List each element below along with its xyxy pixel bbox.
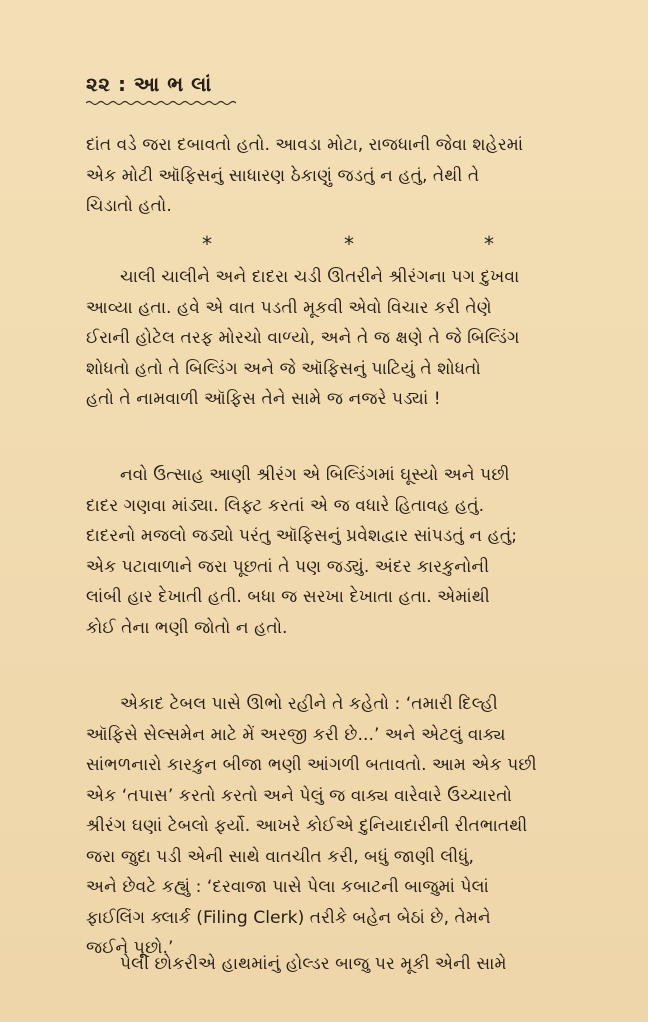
text-line: ઈરાની હોટેલ તરફ મોરચો વાળ્યો, અને તે જ ક્ષણે તે જે બિલ્ડિંગ [86,328,520,348]
text-line: ચિડાતો હતો. [86,196,172,216]
text-line: ફાઈલિંગ ક્લાર્ક (Filing Clerk) તરીકે બહેન બેઠાં છે, તેમને [86,907,491,928]
text-line: અને છેવટે કહ્યું : ‘દરવાજા પાસે પેલા કબાટની બાજુમાં પેલાં [86,877,489,897]
text-line: કોઈ તેના ભણી જોતો ન હતો. [86,617,288,638]
text-line: જઈને પૂછો.’ [86,938,174,958]
separator-star: * [202,232,212,256]
text-line: શોધતો હતો તે બિલ્ડિંગ અને જે ઑફિસનું પાટિયું તે શોધતો [86,358,481,379]
text-line: પેલી છોકરીએ હાથમાંનું હોલ્ડર બાજુ પર મૂકી એની સામે [120,954,507,974]
text-line: સાંભળનારો કારકુન બીજા ભણી આંગળી બતાવતો. આમ એક પછી [86,755,537,775]
paragraph-5 [86,949,596,980]
text-line: એક ‘તપાસ’ કરતો કરતો અને પેલું જ વાક્ય વારેવારે ઉચ્ચારતો [86,785,512,806]
text-line: ચાલી ચાલીને અને દાદરા ચડી ઊતરીને શ્રીરંગના પગ દુખવા [120,267,520,287]
text-line: દાદર ગણવા માંડ્યા. લિફ્ટ કરતાં એ જ વધારે હિતાવહ હતું. [86,495,485,516]
text-line: દાદરનો મજલો જડ્યો પરંતુ ઑફિસનું પ્રવેશદ્વાર સાંપડતું ન હતું; [86,526,518,546]
text-line: નવો ઉત્સાહ આણી શ્રીરંગ એ બિલ્ડિંગમાં ઘૂસ્યો અને પછી [120,465,510,485]
separator-star: * [344,232,354,256]
text-line: ઑફિસે સેલ્સમેન માટે મેં અરજી કરી છે...’ અને એટલું વાક્ય [86,724,506,745]
text-line: દાંત વડે જરા દબાવતો હતો. આવડા મોટા, રાજધાની જેવા શહેરમાં [86,135,524,155]
text-line: એકાદ ટેબલ પાસે ઊભો રહીને તે કહેતો : ‘તમારી દિલ્હી [120,694,498,714]
section-separator [86,232,596,256]
text-line: એક મોટી ઑફિસનું સાધારણ ઠેકાણું જડતું ન હતું, તેથી તે [86,165,480,186]
text-line: લાંબી હાર દેખાતી હતી. બધા જ સરખા દેખાતા હતા. એમાંથી [86,587,490,607]
text-line: આવ્યા હતા. હવે એ વાત પડતી મૂકવી એવો વિચાર કરી તેણે [86,297,492,318]
paragraph-1 [86,130,596,222]
text-line: શ્રીરંગ ઘણાં ટેબલો ફર્યો. આખરે કોઈએ દુનિયાદારીની રીતભાતથી [86,816,528,836]
text-line: હતો તે નામવાળી ઑફિસ તેને સામે જ નજરે પડ્યાં ! [86,389,441,409]
text-line: એક પટાવાળાને જરા પૂછતાં તે પણ જડ્યું. અંદર કારકુનોની [86,556,490,577]
running-header: ૨૨ : આ ભ લાં [86,72,212,96]
separator-star: * [484,232,494,256]
text-line: જરા જુદા પડી એની સાથે વાતચીત કરી, બધું જાણી લીધું, [86,846,475,867]
header-wavy-rule [86,100,236,106]
paragraph-3 [86,460,596,643]
paragraph-4 [86,689,596,964]
paragraph-2 [86,262,596,415]
